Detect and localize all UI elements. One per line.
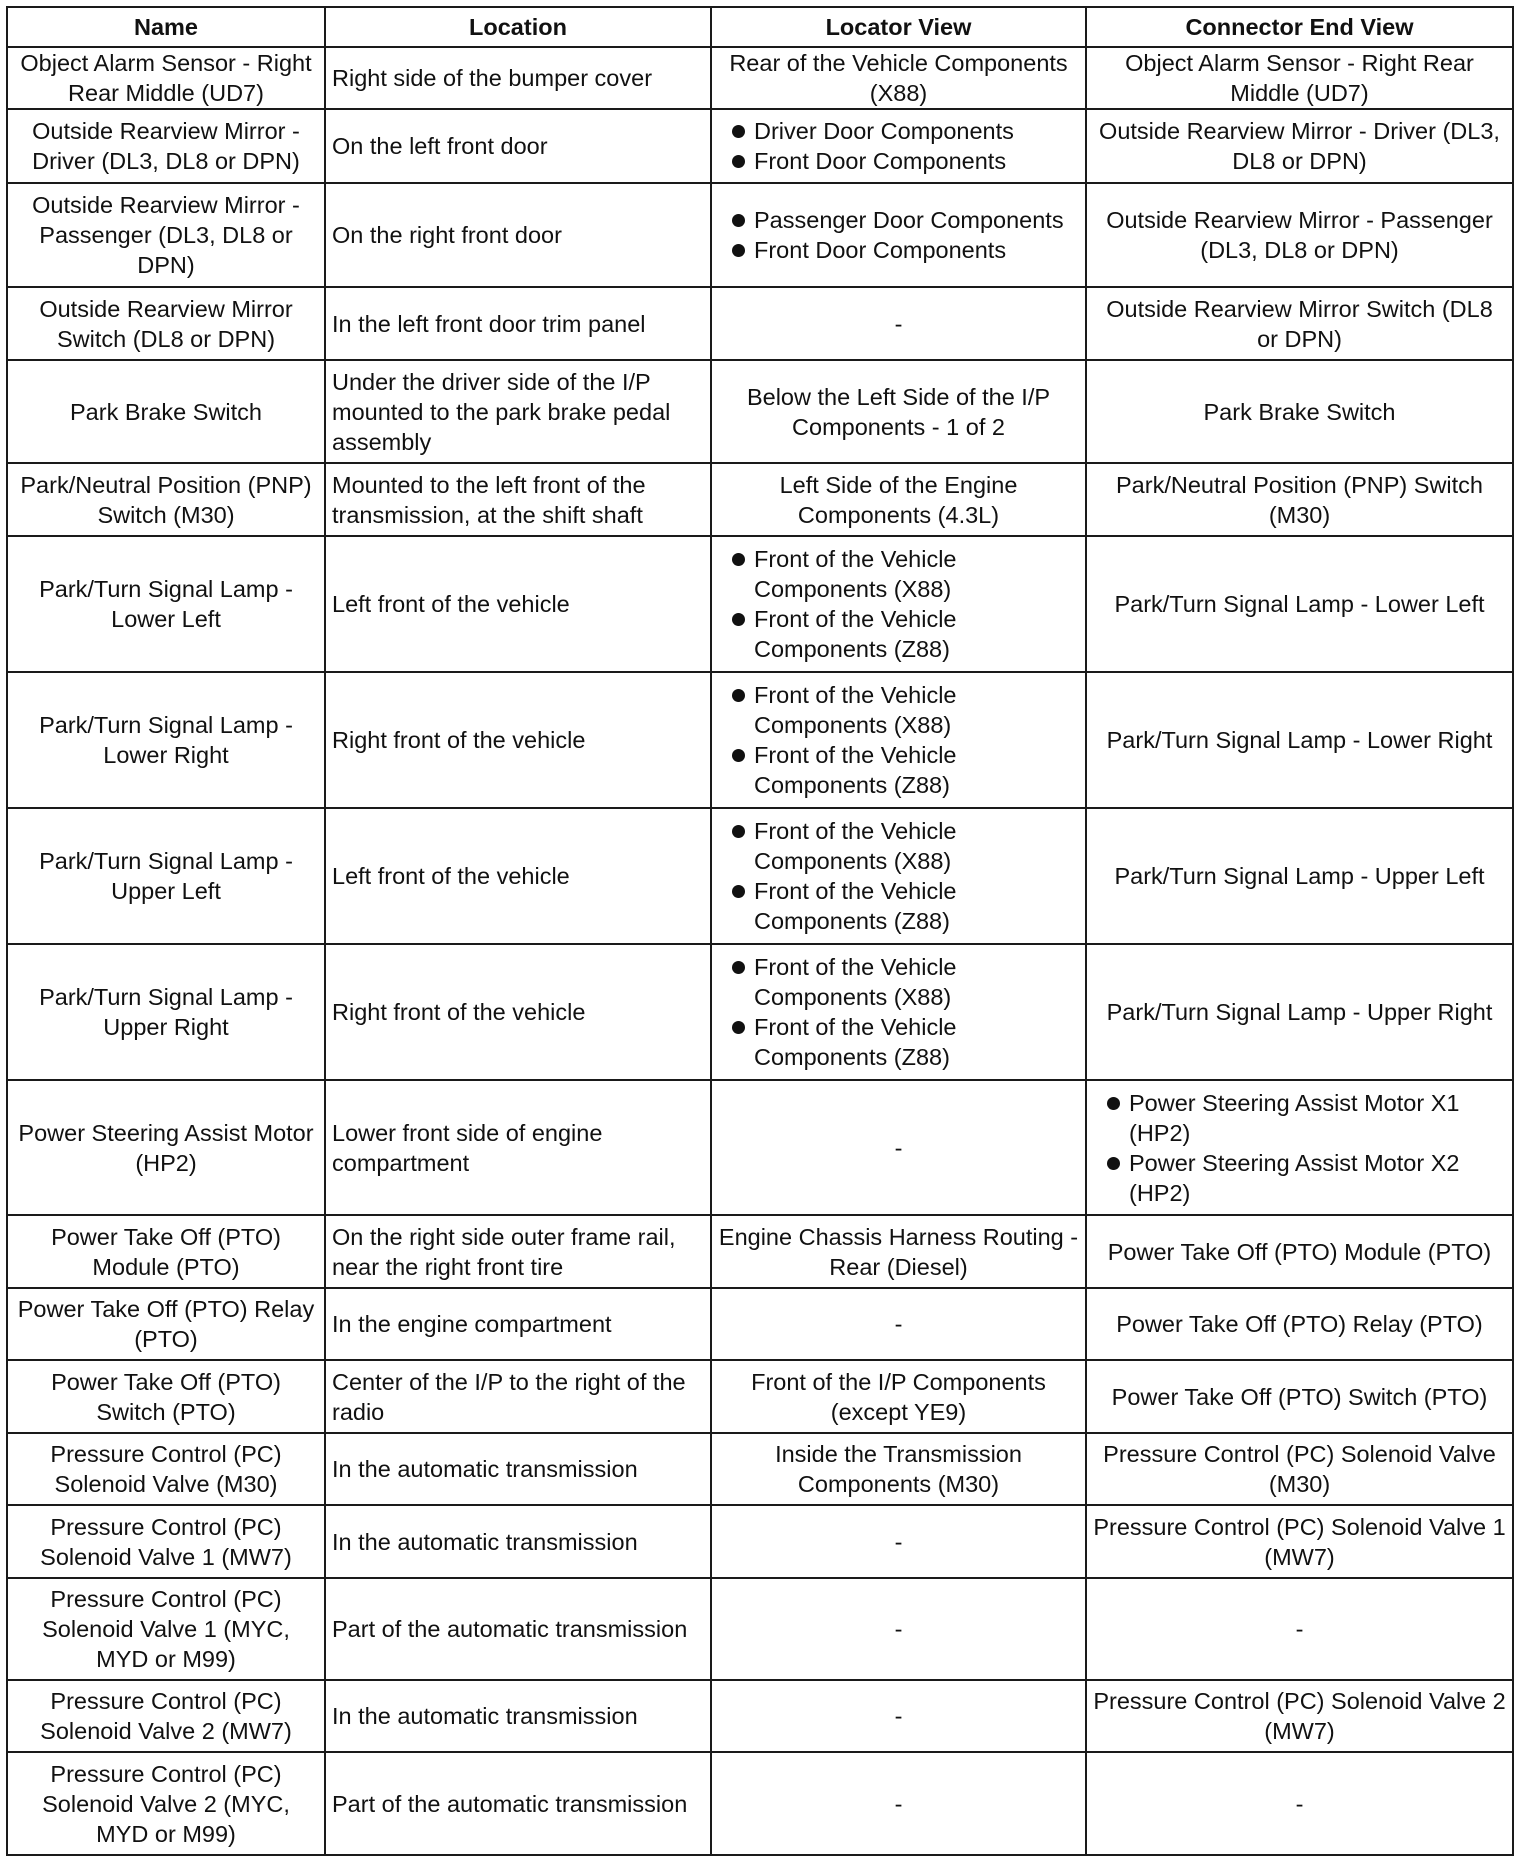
list-item: Front of the Vehicle Components (Z88) — [718, 876, 1079, 936]
table-row — [7, 360, 1513, 463]
table-row — [7, 672, 1513, 808]
list-item: Front of the Vehicle Components (Z88) — [718, 1012, 1079, 1072]
cell-locator-view: - — [711, 1578, 1086, 1680]
table-row — [7, 287, 1513, 360]
table-row — [7, 1360, 1513, 1433]
cell-location: In the engine compartment — [325, 1288, 711, 1360]
locator-list — [718, 816, 1079, 936]
cell-location: Lower front side of engine compartment — [325, 1080, 711, 1215]
table-row — [7, 1680, 1513, 1752]
cell-location: On the right front door — [325, 183, 711, 287]
cell-locator-view — [711, 944, 1086, 1080]
list-item: Front of the Vehicle Components (Z88) — [718, 604, 1079, 664]
list-item: Driver Door Components — [718, 116, 1079, 146]
cell-location: On the right side outer frame rail, near the right front tire — [325, 1215, 711, 1288]
cell-location: In the automatic transmission — [325, 1680, 711, 1752]
cell-name: Park Brake Switch — [7, 360, 325, 463]
cell-name: Outside Rearview Mirror - Driver (DL3, DL8 or DPN) — [7, 109, 325, 183]
cell-locator-view — [711, 808, 1086, 944]
cell-locator-view: Inside the Transmission Components (M30) — [711, 1433, 1086, 1505]
cell-locator-view: - — [711, 1752, 1086, 1855]
cell-name: Outside Rearview Mirror - Passenger (DL3, DL8 or DPN) — [7, 183, 325, 287]
table-row — [7, 183, 1513, 287]
table-row — [7, 1433, 1513, 1505]
cell-connector-view: Park/Turn Signal Lamp - Upper Left — [1086, 808, 1513, 944]
table-row — [7, 1080, 1513, 1215]
cell-connector-view: Park/Neutral Position (PNP) Switch (M30) — [1086, 463, 1513, 536]
cell-name: Pressure Control (PC) Solenoid Valve (M30) — [7, 1433, 325, 1505]
header-row — [7, 7, 1513, 47]
locator-list — [718, 544, 1079, 664]
cell-location: In the automatic transmission — [325, 1505, 711, 1578]
cell-locator-view — [711, 672, 1086, 808]
cell-location: Left front of the vehicle — [325, 808, 711, 944]
locator-list — [718, 205, 1079, 265]
cell-locator-view: - — [711, 287, 1086, 360]
locator-list — [718, 680, 1079, 800]
cell-name: Outside Rearview Mirror Switch (DL8 or DPN) — [7, 287, 325, 360]
cell-location: Right side of the bumper cover — [325, 47, 711, 109]
cell-connector-view: Object Alarm Sensor - Right Rear Middle (UD7) — [1086, 47, 1513, 109]
cell-locator-view: Rear of the Vehicle Components (X88) — [711, 47, 1086, 109]
cell-name: Power Take Off (PTO) Switch (PTO) — [7, 1360, 325, 1433]
cell-locator-view: - — [711, 1080, 1086, 1215]
cell-name: Park/Turn Signal Lamp - Lower Right — [7, 672, 325, 808]
cell-connector-view: Power Take Off (PTO) Module (PTO) — [1086, 1215, 1513, 1288]
list-item: Front Door Components — [718, 235, 1079, 265]
table-row — [7, 808, 1513, 944]
cell-connector-view: Park/Turn Signal Lamp - Lower Left — [1086, 536, 1513, 672]
cell-name: Pressure Control (PC) Solenoid Valve 2 (MW7) — [7, 1680, 325, 1752]
table-row — [7, 47, 1513, 109]
table-row — [7, 1752, 1513, 1855]
cell-name: Park/Turn Signal Lamp - Upper Right — [7, 944, 325, 1080]
cell-connector-view: - — [1086, 1578, 1513, 1680]
table-row — [7, 463, 1513, 536]
cell-connector-view: Outside Rearview Mirror Switch (DL8 or DPN) — [1086, 287, 1513, 360]
cell-location: Right front of the vehicle — [325, 944, 711, 1080]
list-item: Power Steering Assist Motor X2 (HP2) — [1093, 1148, 1506, 1208]
cell-location: In the left front door trim panel — [325, 287, 711, 360]
cell-connector-view: Outside Rearview Mirror - Passenger (DL3, DL8 or DPN) — [1086, 183, 1513, 287]
list-item: Front of the Vehicle Components (X88) — [718, 952, 1079, 1012]
cell-connector-view: Power Take Off (PTO) Switch (PTO) — [1086, 1360, 1513, 1433]
locator-list — [718, 952, 1079, 1072]
cell-location: Right front of the vehicle — [325, 672, 711, 808]
cell-locator-view: - — [711, 1505, 1086, 1578]
cell-name: Power Take Off (PTO) Module (PTO) — [7, 1215, 325, 1288]
cell-locator-view — [711, 536, 1086, 672]
cell-connector-view: Pressure Control (PC) Solenoid Valve (M30) — [1086, 1433, 1513, 1505]
cell-connector-view: Outside Rearview Mirror - Driver (DL3, DL8 or DPN) — [1086, 109, 1513, 183]
table-row — [7, 1578, 1513, 1680]
cell-name: Park/Turn Signal Lamp - Upper Left — [7, 808, 325, 944]
cell-location: Part of the automatic transmission — [325, 1578, 711, 1680]
cell-location: Part of the automatic transmission — [325, 1752, 711, 1855]
cell-location: On the left front door — [325, 109, 711, 183]
component-locator-table — [6, 6, 1514, 1856]
cell-name: Object Alarm Sensor - Right Rear Middle (UD7) — [7, 47, 325, 109]
cell-name: Pressure Control (PC) Solenoid Valve 1 (MW7) — [7, 1505, 325, 1578]
cell-connector-view: Park/Turn Signal Lamp - Lower Right — [1086, 672, 1513, 808]
cell-connector-view: Pressure Control (PC) Solenoid Valve 1 (MW7) — [1086, 1505, 1513, 1578]
cell-locator-view: Front of the I/P Components (except YE9) — [711, 1360, 1086, 1433]
table-row — [7, 1215, 1513, 1288]
cell-locator-view: - — [711, 1680, 1086, 1752]
cell-locator-view: Below the Left Side of the I/P Components - 1 of 2 — [711, 360, 1086, 463]
connector-list — [1093, 1088, 1506, 1208]
cell-location: Under the driver side of the I/P mounted to the park brake pedal assembly — [325, 360, 711, 463]
cell-name: Park/Neutral Position (PNP) Switch (M30) — [7, 463, 325, 536]
list-item: Front of the Vehicle Components (Z88) — [718, 740, 1079, 800]
cell-name: Park/Turn Signal Lamp - Lower Left — [7, 536, 325, 672]
cell-name: Pressure Control (PC) Solenoid Valve 2 (MYC, MYD or M99) — [7, 1752, 325, 1855]
table-row — [7, 944, 1513, 1080]
cell-locator-view — [711, 183, 1086, 287]
cell-location: Left front of the vehicle — [325, 536, 711, 672]
cell-locator-view: - — [711, 1288, 1086, 1360]
cell-connector-view: Pressure Control (PC) Solenoid Valve 2 (MW7) — [1086, 1680, 1513, 1752]
list-item: Passenger Door Components — [718, 205, 1079, 235]
locator-list — [718, 116, 1079, 176]
cell-name: Pressure Control (PC) Solenoid Valve 1 (MYC, MYD or M99) — [7, 1578, 325, 1680]
table-row — [7, 1288, 1513, 1360]
cell-connector-view — [1086, 1080, 1513, 1215]
cell-name: Power Take Off (PTO) Relay (PTO) — [7, 1288, 325, 1360]
cell-location: Center of the I/P to the right of the radio — [325, 1360, 711, 1433]
cell-name: Power Steering Assist Motor (HP2) — [7, 1080, 325, 1215]
cell-locator-view — [711, 109, 1086, 183]
list-item: Front of the Vehicle Components (X88) — [718, 680, 1079, 740]
cell-location: In the automatic transmission — [325, 1433, 711, 1505]
list-item: Front Door Components — [718, 146, 1079, 176]
cell-location: Mounted to the left front of the transmission, at the shift shaft — [325, 463, 711, 536]
cell-connector-view: Park/Turn Signal Lamp - Upper Right — [1086, 944, 1513, 1080]
list-item: Front of the Vehicle Components (X88) — [718, 816, 1079, 876]
header-locator-view: Locator View — [711, 7, 1086, 47]
table-row — [7, 1505, 1513, 1578]
table-row — [7, 536, 1513, 672]
cell-connector-view: Power Take Off (PTO) Relay (PTO) — [1086, 1288, 1513, 1360]
header-connector-end-view: Connector End View — [1086, 7, 1513, 47]
list-item: Front of the Vehicle Components (X88) — [718, 544, 1079, 604]
list-item: Power Steering Assist Motor X1 (HP2) — [1093, 1088, 1506, 1148]
cell-connector-view: Park Brake Switch — [1086, 360, 1513, 463]
table-row — [7, 109, 1513, 183]
cell-locator-view: Engine Chassis Harness Routing - Rear (Diesel) — [711, 1215, 1086, 1288]
cell-locator-view: Left Side of the Engine Components (4.3L) — [711, 463, 1086, 536]
header-location: Location — [325, 7, 711, 47]
header-name: Name — [7, 7, 325, 47]
cell-connector-view: - — [1086, 1752, 1513, 1855]
